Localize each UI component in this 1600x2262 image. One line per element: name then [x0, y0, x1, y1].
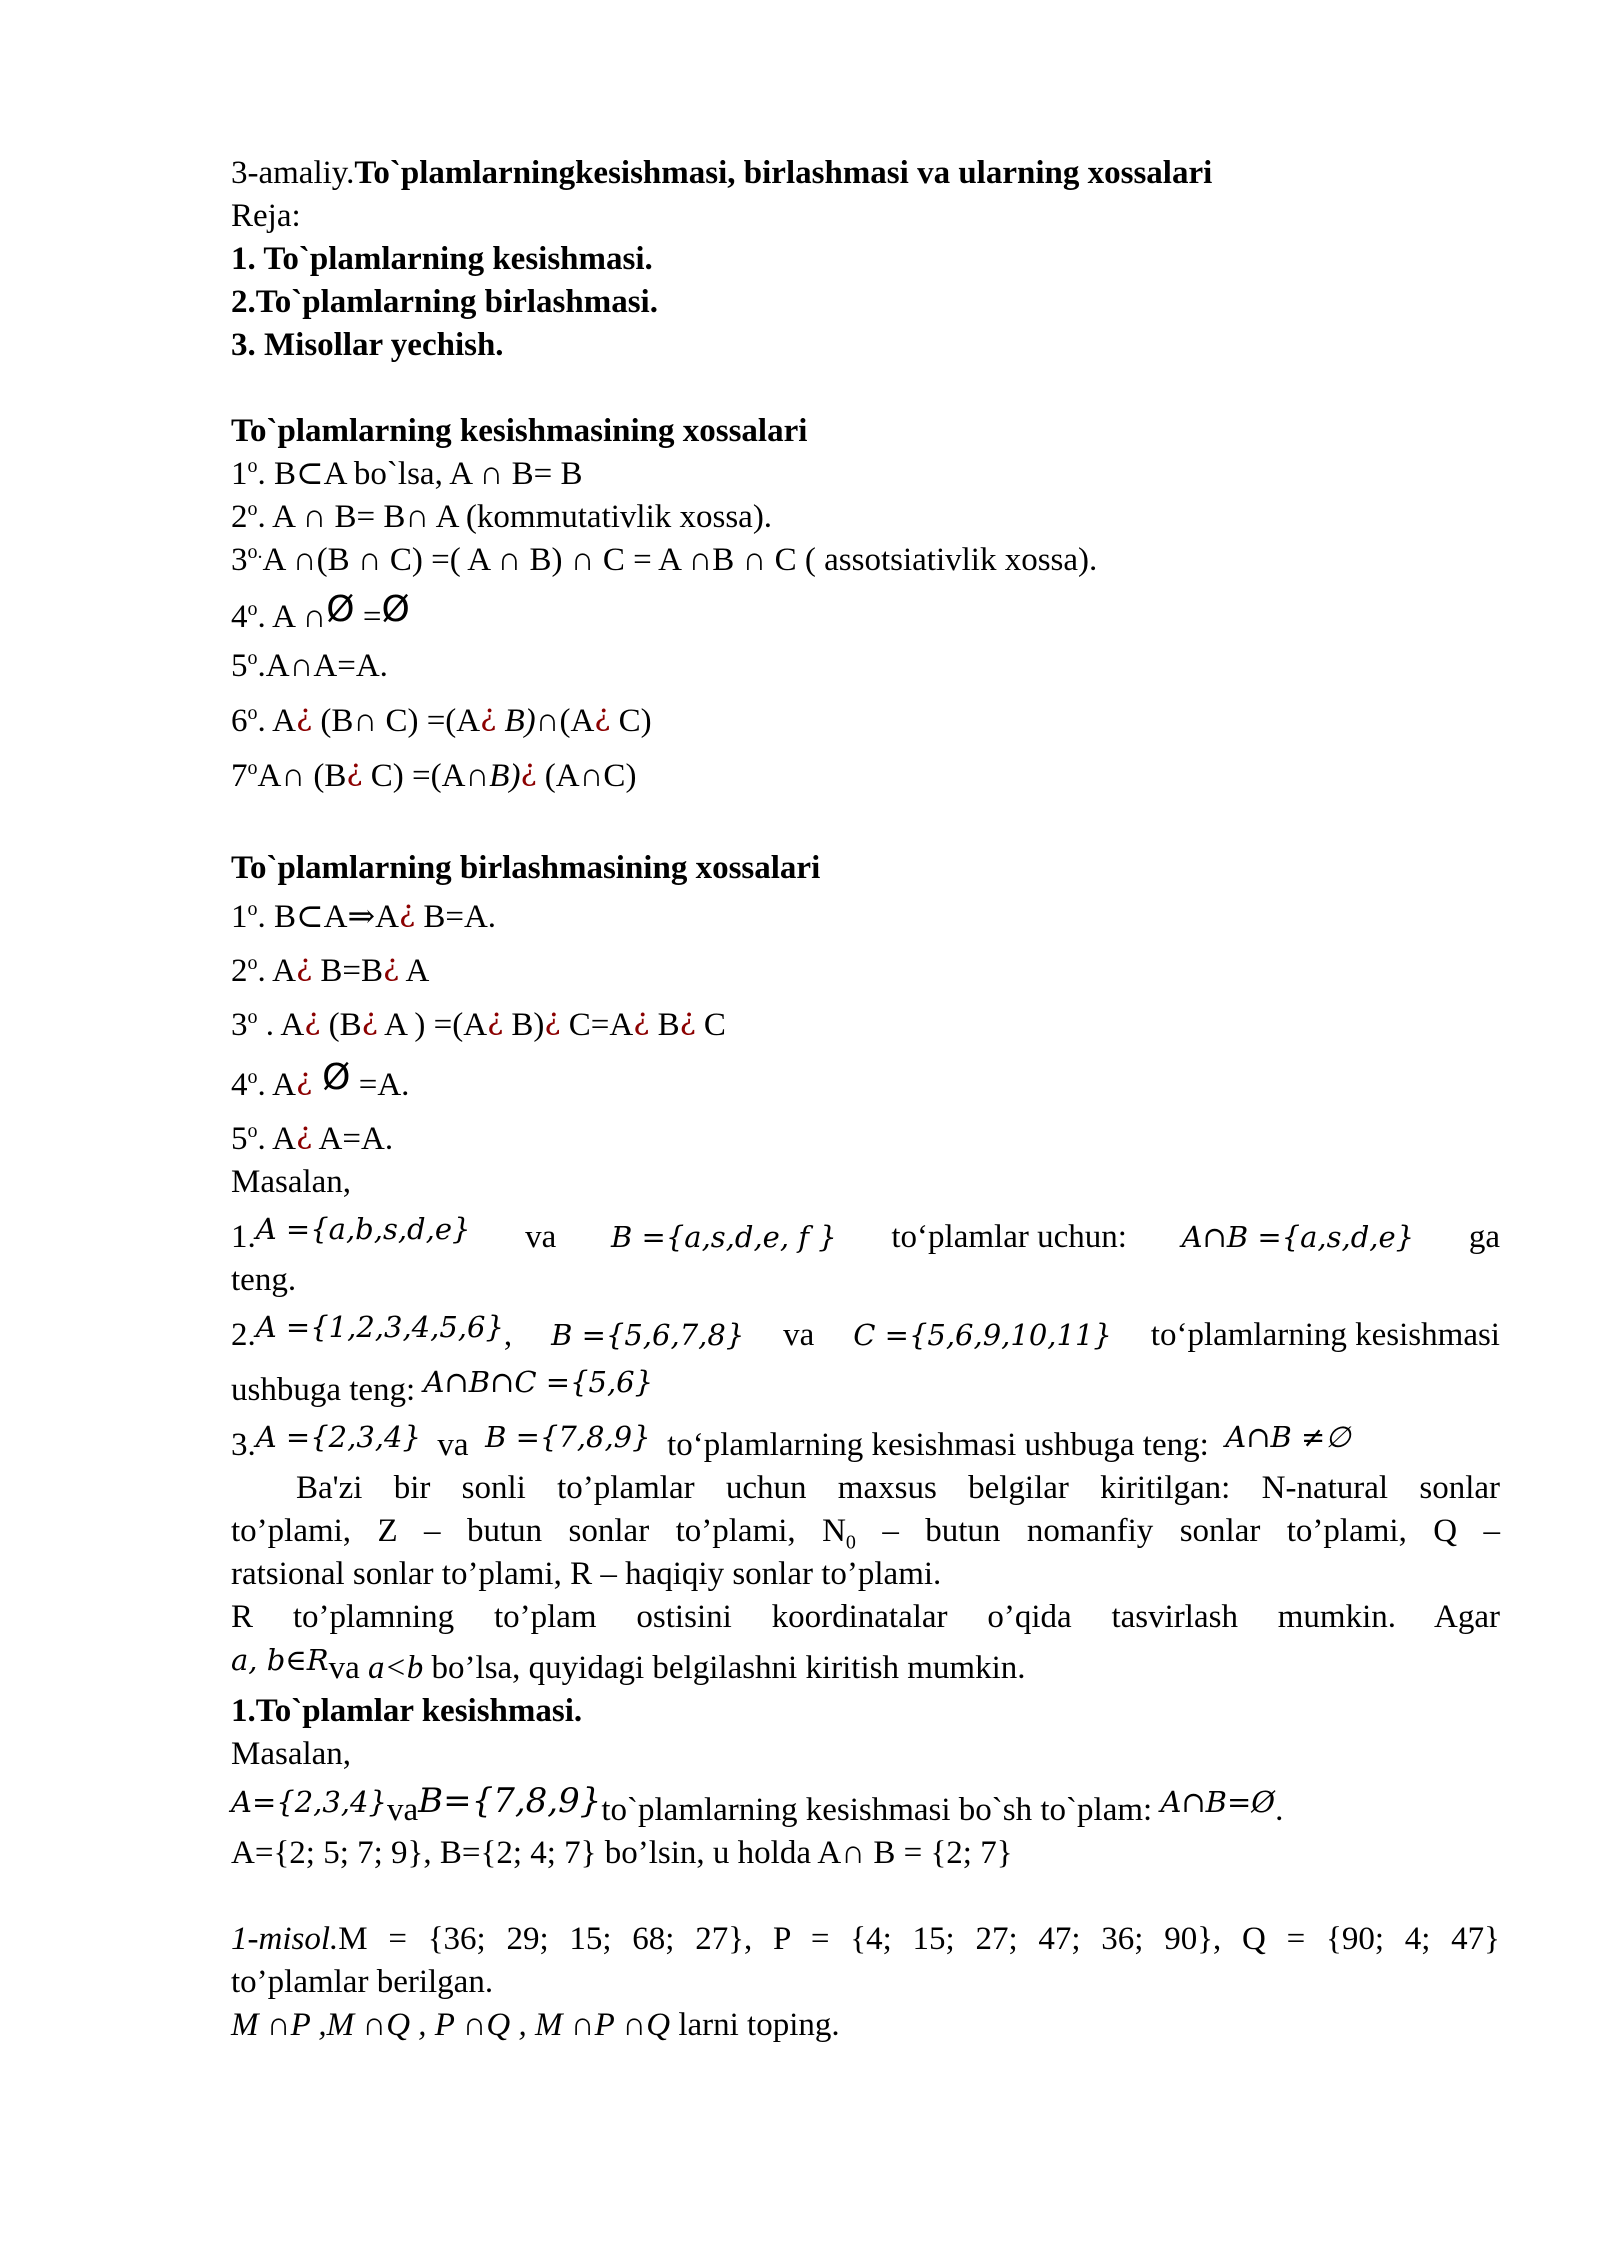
missing-glyph: ¿ — [520, 753, 537, 788]
masalan-label-2: Masalan, — [231, 1736, 352, 1772]
para-2-line-1: R to’plamning to’plam ostisini koordinatalar o’qida tasvirlash mumkin. Agar — [231, 1599, 1500, 1635]
inter-prop-3: $3^{o.}A$ ∩(B ∩ C) =( A ∩ B) ∩ C = A ∩B ∩ C ( assotsiativlik xossa). — [231, 541, 1098, 578]
union-prop-1: 1$^o$. B⊂A⇒A¿ B=A. — [231, 894, 497, 935]
misol-1-line-2: to’plamlar berilgan. — [231, 1964, 494, 2000]
inter-prop-5: $5^o.A\cap A=A$. — [231, 647, 388, 684]
missing-glyph: ¿ — [296, 1062, 313, 1097]
missing-glyph: ¿ — [594, 698, 611, 733]
plan-item-1: 1. To`plamlarning kesishmasi. — [231, 241, 653, 277]
missing-glyph: ¿ — [679, 1002, 696, 1037]
example-2: 2.A ={1,2,3,4,5,6}, B ={5,6,7,8} va C ={5,6,9,10,11} to‘plamlarning kesishmasi — [231, 1310, 1500, 1353]
inter-prop-6: 6$^o$. A¿ (B∩ C) =(A¿ B)∩(A¿ C) — [231, 698, 652, 739]
missing-glyph: ¿ — [633, 1002, 650, 1037]
union-properties-heading: To`plamlarning birlashmasining xossalari — [231, 850, 821, 886]
misol-1-line-3: M ∩P ,M ∩Q , P ∩Q , M ∩P ∩Q larni toping. — [231, 2007, 840, 2043]
misol-1-line-1: 1-misol.M = {36; 29; 15; 68; 27}, P = {4; 15; 27; 47; 36; 90}, Q = {90; 4; 47} — [231, 1921, 1500, 1957]
masalan-label: Masalan, — [231, 1164, 352, 1200]
para-1-line-1: Ba'zi bir sonli to’plamlar uchun maxsus belgilar kiritilgan: N-natural sonlar — [296, 1470, 1500, 1506]
missing-glyph: ¿ — [296, 1116, 313, 1151]
section-1-heading: 1.To`plamlar kesishmasi. — [231, 1693, 583, 1729]
missing-glyph: ¿ — [480, 698, 497, 733]
example-1-cont: teng. — [231, 1262, 297, 1298]
union-prop-5: 5$^o$. A¿ A=A. — [231, 1116, 394, 1157]
missing-glyph: ¿ — [487, 1002, 504, 1037]
para-1-line-2: to’plami, Z – butun sonlar to’plami, $N_0$ – butun nomanfiy sonlar to’plami, Q – — [231, 1513, 1500, 1554]
spacer — [231, 367, 1500, 410]
missing-glyph: ¿ — [544, 1002, 561, 1037]
title-prefix: 3-amaliy. — [231, 155, 355, 191]
missing-glyph: ¿ — [296, 698, 313, 733]
plan-label: Reja: — [231, 198, 301, 234]
title-bold: To`plamlarningkesishmasi, birlashmasi va ularning xossalari — [354, 155, 1213, 191]
example-2-cont: ushbuga teng: A∩B∩C ={5,6} — [231, 1365, 654, 1408]
spacer — [231, 798, 1500, 841]
inter-prop-4: 4$^o$. A ∩Ø =Ø — [231, 589, 410, 635]
union-prop-2: 2$^o$. A¿ B=B¿ A — [231, 948, 430, 989]
example-4: A={2,3,4}vaB={7,8,9}to`plamlarning kesishmasi bo`sh to`plam: A∩B=Ø. — [231, 1781, 1284, 1828]
empty-set-symbol: Ø — [381, 589, 410, 630]
empty-set-symbol: Ø — [322, 1057, 351, 1098]
example-5: A={2; 5; 7; 9}, B={2; 4; 7} bo’lsin, u holda A∩ B = {2; 7} — [231, 1835, 1013, 1871]
missing-glyph: ¿ — [304, 1002, 321, 1037]
inter-prop-1: 1$^o$. B⊂A bo`lsa, A ∩ B= B — [231, 455, 583, 492]
missing-glyph: ¿ — [383, 948, 400, 983]
intersection-properties-heading: To`plamlarning kesishmasining xossalari — [231, 413, 808, 449]
plan-item-3: 3. Misollar yechish. — [231, 327, 504, 363]
spacer — [231, 1875, 1500, 1918]
para-1-line-3: ratsional sonlar to’plami, R – haqiqiy sonlar to’plami. — [231, 1556, 942, 1592]
missing-glyph: ¿ — [296, 948, 313, 983]
example-3: 3.A ={2,3,4} va B ={7,8,9} to‘plamlarning kesishmasi ushbuga teng: A∩B ≠∅ — [231, 1420, 1351, 1463]
document-page — [231, 152, 1500, 2047]
union-prop-3: 3$^o$ . A¿ (B¿ A ) =(A¿ B)¿ C=A¿ B¿ C — [231, 1002, 726, 1043]
missing-glyph: ¿ — [346, 753, 363, 788]
plan-item-2: 2.To`plamlarning birlashmasi. — [231, 284, 658, 320]
example-1: 1.A ={a,b,s,d,e} va B ={a,s,d,e, f } to‘plamlar uchun: A∩B ={a,s,d,e} ga — [231, 1212, 1500, 1255]
union-prop-4: 4$^o$. A¿ Ø =A. — [231, 1057, 410, 1103]
empty-set-symbol: Ø — [326, 589, 355, 630]
inter-prop-2: 2$^o$. A ∩ B= B∩ A (kommutativlik xossa). — [231, 498, 773, 535]
inter-prop-7: 7$^o$A∩ (B¿ C) =(A∩B)¿ (A∩C) — [231, 753, 637, 794]
missing-glyph: ¿ — [361, 1002, 378, 1037]
para-2-line-2: a, b∈Rva a<b bo’lsa, quyidagi belgilashni kiritish mumkin. — [231, 1643, 1026, 1686]
doc-title — [231, 152, 1500, 195]
missing-glyph: ¿ — [398, 894, 416, 929]
